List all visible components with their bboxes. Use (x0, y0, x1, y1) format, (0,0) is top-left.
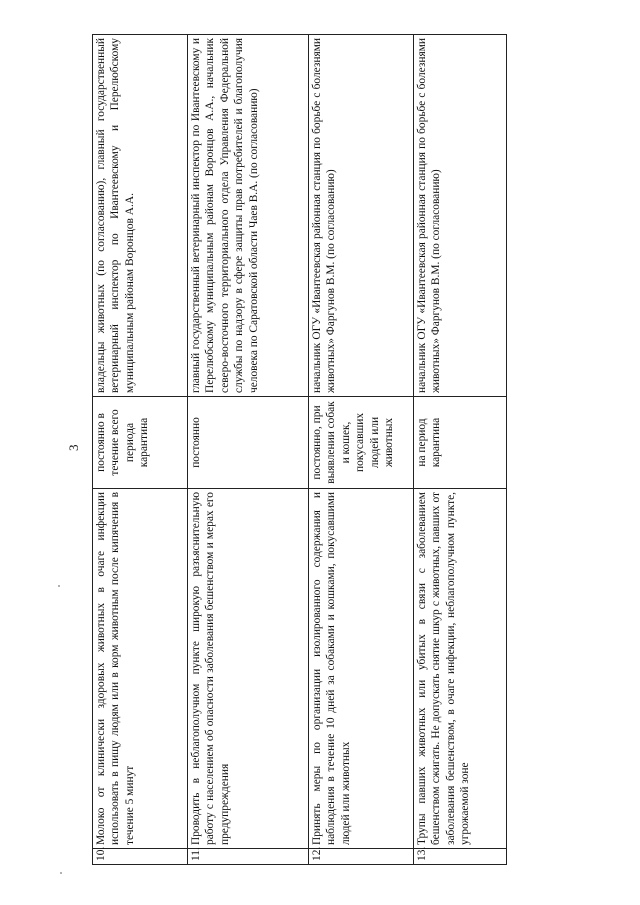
page-number: 3 (66, 443, 81, 451)
responsible-text: начальник ОГУ «Ивантеевская районная станция по борьбе с болезнями животных» Фаргунов В.М. (по согласованию) (309, 35, 414, 397)
responsible-text: главный государственный ветеринарный инспектор по Ивантеевскому и Перелюбскому муниципальным районам Воронцов А.А., начальник северо-восточного территориального отдела Управления Федеральной службы по надзору в сфере защиты прав потребителей и благополучия человека по Саратовской области Чаев В.А. (по согласованию) (188, 35, 309, 397)
measure-text: Молоко от клинически здоровых животных в очаге инфекции использовать в пищу людям или в корм животным после кипячения в течение 5 минут (93, 489, 188, 849)
scan-artifact (60, 872, 62, 874)
measure-text: Проводить в неблагополучном пункте широкую разъяснительную работу с населением об опасности заболевания бешенством и мерах его предупреждения (188, 489, 309, 849)
row-number: 13. (414, 849, 507, 865)
table-row (309, 35, 414, 865)
row-number: 10. (93, 849, 188, 865)
row-number: 11. (188, 849, 309, 865)
measure-text: Трупы павших животных или убитых в связи с заболеванием бешенством сжигать. Не допускать снятие шкур с животных, павших от заболевания бешенством, в очаге инфекции, неблагополучном пункте, угрожаемой зоне (414, 489, 507, 849)
term-text: постоянно, при выявлении собак и кошек, покусавших людей или животных (309, 397, 414, 489)
term-text: постоянно в течение всего периода карантина (93, 397, 188, 489)
table-row (414, 35, 507, 865)
responsible-text: владельцы животных (по согласованию), главный государственный ветеринарный инспектор по Ивантеевскому и Перелюбскому муниципальным районам Воронцов А.А. (93, 35, 188, 397)
responsible-text: начальник ОГУ «Ивантеевская районная станция по борьбе с болезнями животных» Фаргунов В.М. (по согласованию) (414, 35, 507, 397)
row-number: 12. (309, 849, 414, 865)
measures-table (92, 34, 507, 865)
table-row (188, 35, 309, 865)
measure-text: Принять меры по организации изолированного содержания и наблюдения в течение 10 дней за собаками и кошками, покусавшими людей или животных (309, 489, 414, 849)
table-row (93, 35, 188, 865)
term-text: постоянно (188, 397, 309, 489)
term-text: на период карантина (414, 397, 507, 489)
scan-artifact (58, 585, 60, 587)
